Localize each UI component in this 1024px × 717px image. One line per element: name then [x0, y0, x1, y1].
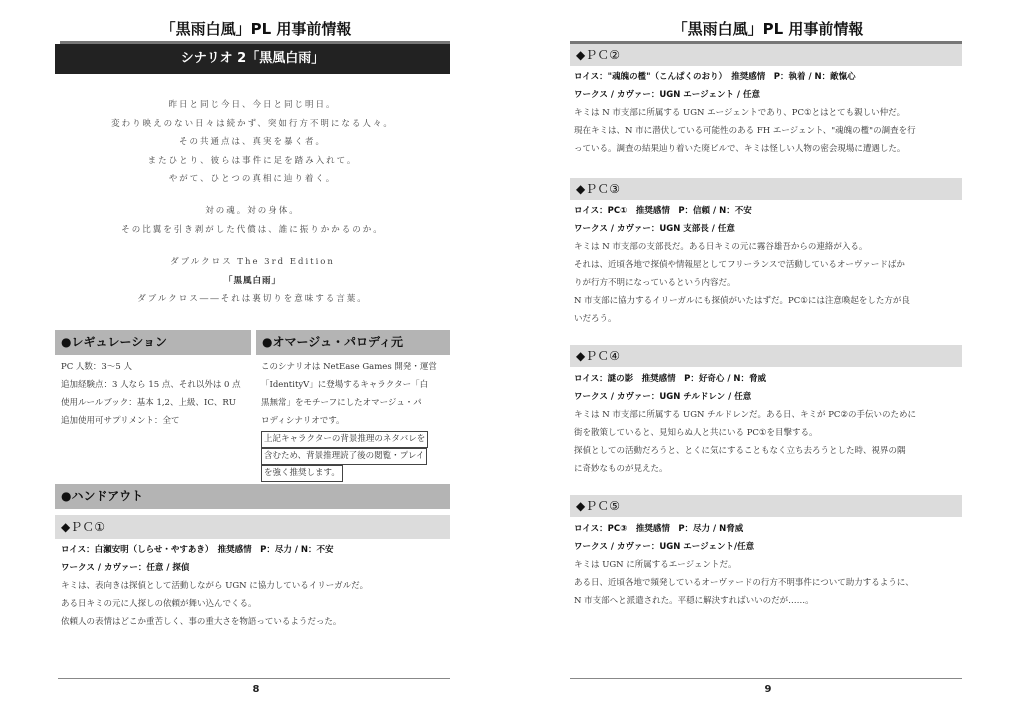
pc4-lois: ロイス：謎の影 推奨感情 P：好奇心 / N：脅威: [574, 374, 767, 384]
spoiler-warning: 上記キャラクターの背景推理のネタバレを: [261, 431, 428, 448]
pc2-heading: ◆ＰＣ②: [570, 44, 962, 66]
pc5-text: N 市支部へと派遣された。平穏に解決すればいいのだが……。: [574, 596, 814, 606]
pc5-lois: ロイス：PC③ 推奨感情 P：尽力 / N脅威: [574, 524, 744, 534]
regulation-line: 使用ルールブック：基本 1,2、上級、IC、RU: [61, 398, 236, 408]
homage-line: このシナリオは NetEase Games 開発・運営: [261, 362, 437, 372]
poem-line: その比翼を引き剥がした代償は、誰に振りかかるのか。: [121, 224, 384, 235]
poem-line: 変わり映えのない日々は続かず、突如行方不明になる人々。: [111, 118, 394, 129]
homage-line: 黒無常」をモチーフにしたオマージュ・パ: [261, 398, 422, 408]
pc1-body: [61, 541, 368, 631]
pc1-text: ある日キミの元に人探しの依頼が舞い込んでくる。: [61, 599, 257, 609]
pc2-text: 現在キミは、N 市に潜伏している可能性のある FH エージェント、"魂魄の檻"の調査を行: [574, 126, 916, 136]
scenario-title-bar: シナリオ 2「黒風白雨」: [55, 44, 450, 74]
pc5-works: ワークス / カヴァー：UGN エージェント/任意: [574, 542, 755, 552]
intro-poem: [55, 96, 450, 309]
pc4-heading: ◆ＰＣ④: [570, 345, 962, 367]
pc3-heading: ◆ＰＣ③: [570, 178, 962, 200]
homage-line: 「IdentityV」に登場するキャラクター「白: [261, 380, 429, 390]
regulation-line: 追加使用可サプリメント：全て: [61, 416, 180, 426]
regulation-line: PC 人数：3〜5 人: [61, 362, 132, 372]
poem-line: その共通点は、真実を暴く者。: [178, 137, 326, 148]
pc3-text: いだろう。: [574, 314, 617, 324]
poem-line: やがて、ひとつの真相に辿り着く。: [168, 174, 337, 185]
pc3-text: N 市支部に協力するイリーガルにも探偵がいたはずだ。PC①には注意喚起をした方が良: [574, 296, 910, 306]
pc4-works: ワークス / カヴァー：UGN チルドレン / 任意: [574, 392, 752, 402]
pc3-text: キミは N 市支部の支部長だ。ある日キミの元に霧谷雄吾からの連絡が入る。: [574, 242, 868, 252]
handout-heading: ●ハンドアウト: [55, 484, 450, 509]
page-number: 9: [764, 684, 772, 695]
regulation-heading: ●レギュレーション: [55, 330, 251, 355]
pc3-works: ワークス / カヴァー：UGN 支部長 / 任意: [574, 224, 735, 234]
page-number: 8: [252, 684, 260, 695]
pc4-text: 探偵としての活動だろうと、とくに気にすることもなく立ち去ろうとした時、視界の隅: [574, 446, 906, 456]
pc5-body: [574, 520, 914, 610]
footer-rule: [58, 678, 450, 679]
pc4-text: キミは N 市支部に所属する UGN チルドレンだ。ある日、キミが PC②の手伝いのために: [574, 410, 917, 420]
poem-title: 「黒風白雨」: [223, 275, 281, 286]
pc5-text: ある日、近頃各地で頻発しているオーヴァードの行方不明事件について助力するように、: [574, 578, 914, 588]
pc2-body: [574, 68, 916, 158]
pc1-works: ワークス / カヴァー：任意 / 探偵: [61, 563, 190, 573]
poem-line: 昨日と同じ今日、今日と同じ明日。: [168, 100, 337, 110]
poem-line: 対の魂。対の身体。: [205, 205, 300, 216]
pc4-body: [574, 370, 916, 478]
pc4-text: に奇妙なものが見えた。: [574, 464, 668, 474]
regulation-line: 追加経験点：3 人なら 15 点、それ以外は 0 点: [61, 380, 241, 390]
homage-line: ロディシナリオです。: [261, 416, 345, 426]
pc1-lois: ロイス：白瀬安明（しらせ・やすあき） 推奨感情 P：尽力 / N：不安: [61, 545, 334, 555]
pc2-works: ワークス / カヴァー：UGN エージェント / 任意: [574, 90, 760, 100]
homage-body: [261, 358, 437, 481]
pc3-lois: ロイス：PC① 推奨感情 P：信頼 / N：不安: [574, 206, 752, 216]
regulation-body: [61, 358, 241, 430]
poem-line: またひとり、彼らは事件に足を踏み入れて。: [147, 155, 358, 166]
pc2-text: キミは N 市支部に所属する UGN エージェントであり、PC①とはとても親しい仲だ。: [574, 108, 906, 118]
pc2-text: っている。調査の結果辿り着いた廃ビルで、キミは怪しい人物の密会現場に遭遇した。: [574, 144, 906, 154]
pc3-body: [574, 202, 910, 328]
pc1-text: キミは、表向きは探偵として活動しながら UGN に協力しているイリーガルだ。: [61, 581, 369, 591]
pc3-text: りが行方不明になっているという内容だ。: [574, 278, 736, 288]
pc1-text: 依頼人の表情はどこか重苦しく、事の重大さを物語っているようだった。: [61, 617, 342, 627]
spoiler-warning: 含むため、背景推理読了後の閲覧・プレイ: [261, 448, 427, 465]
page-9: [512, 0, 1024, 717]
pc5-heading: ◆ＰＣ⑤: [570, 495, 962, 517]
running-header: 「黒雨白風」PL 用事前情報: [672, 20, 864, 38]
pc5-text: キミは UGN に所属するエージェントだ。: [574, 560, 737, 570]
poem-line: ダブルクロス The 3rd Edition: [170, 257, 335, 268]
homage-heading: ●オマージュ・パロディ元: [256, 330, 450, 355]
pc4-text: 街を散策していると、見知らぬ人と共にいる PC①を目撃する。: [574, 428, 818, 438]
poem-line: ダブルクロス――それは裏切りを意味する言葉。: [137, 294, 368, 305]
pc3-text: それは、近頃各地で探偵や情報屋としてフリーランスで活動しているオーヴァードばか: [574, 260, 905, 270]
running-header: 「黒雨白風」PL 用事前情報: [160, 20, 352, 38]
footer-rule: [570, 678, 962, 679]
pc1-heading: ◆ＰＣ①: [55, 515, 450, 539]
pc2-lois: ロイス："魂魄の檻"（こんぱくのおり） 推奨感情 P：執着 / N：敵愾心: [574, 72, 856, 82]
spoiler-warning: を強く推奨します。: [261, 465, 343, 482]
